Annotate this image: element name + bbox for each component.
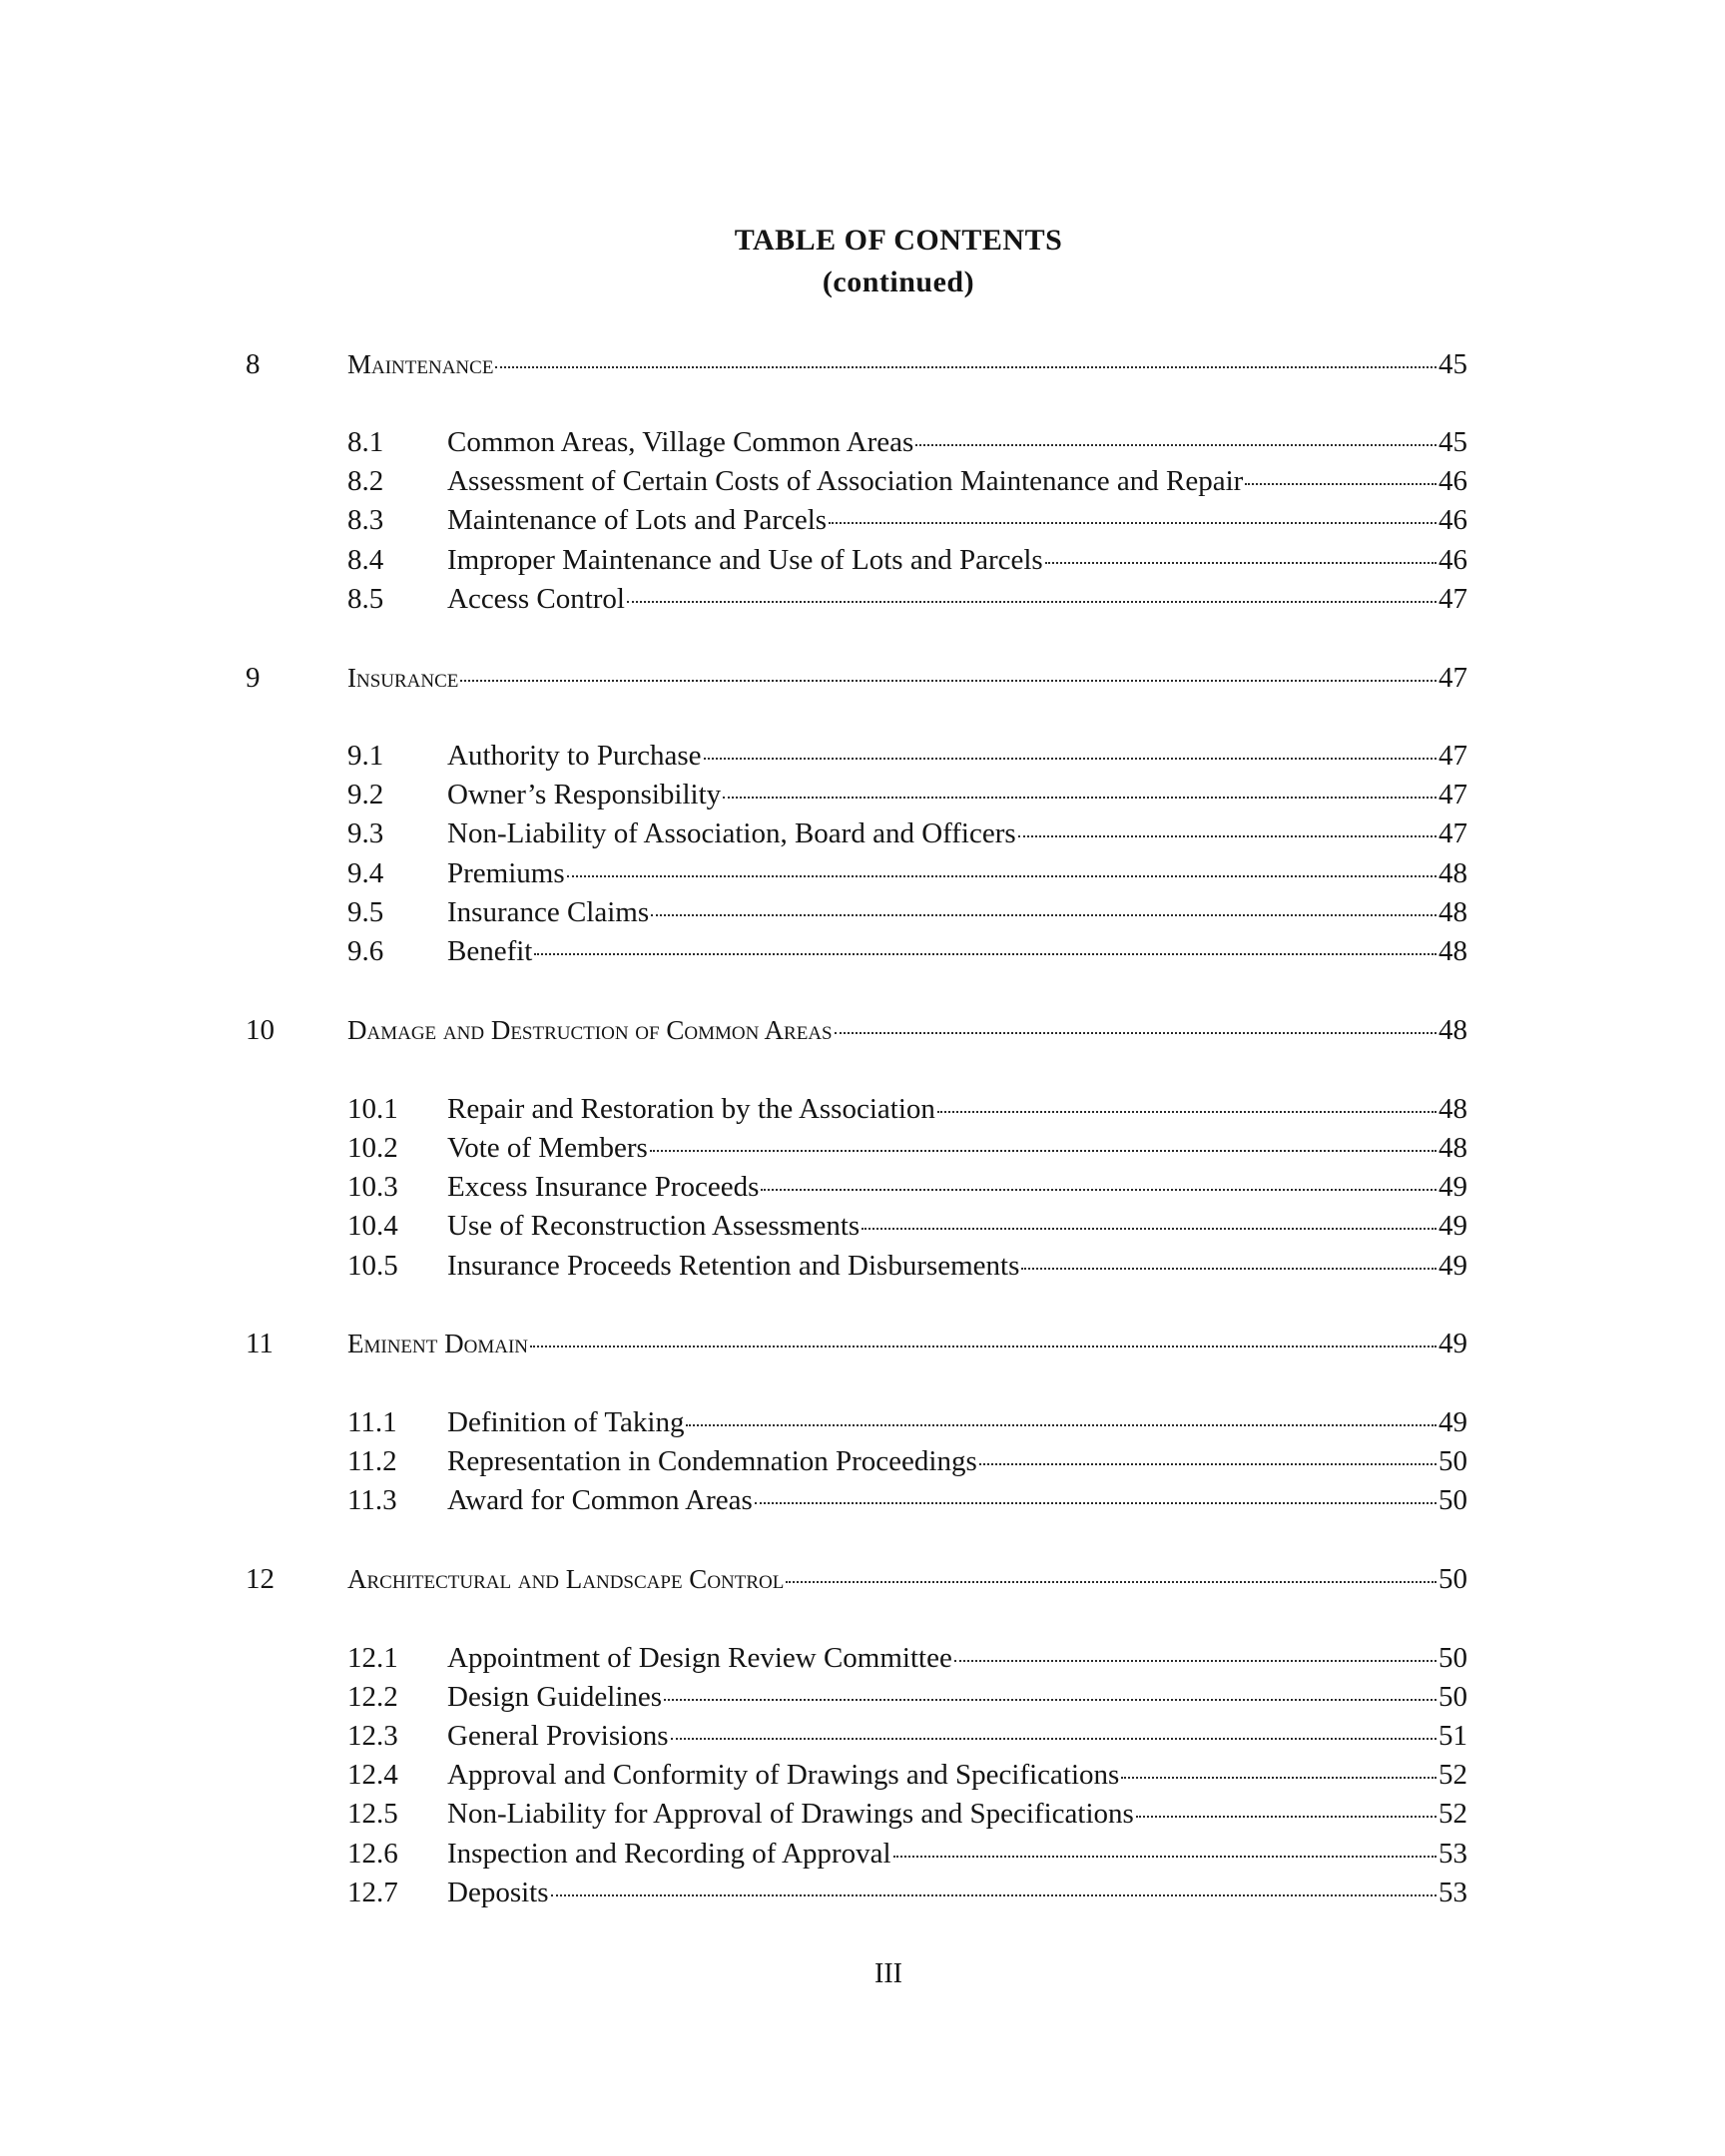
section-number: 10.4 xyxy=(347,1210,398,1242)
toc-section-8-3 xyxy=(0,500,1725,540)
page-number: 49 xyxy=(1438,1210,1467,1242)
section-title: Repair and Restoration by the Association xyxy=(447,1093,935,1125)
section-entry xyxy=(447,1873,1467,1912)
page-number: 50 xyxy=(1438,1445,1467,1477)
page-number: 46 xyxy=(1438,465,1467,497)
toc-section-12-1 xyxy=(0,1638,1725,1678)
dot-leader xyxy=(567,875,1437,877)
toc-chapter-8 xyxy=(0,344,1725,384)
dot-leader xyxy=(979,1463,1437,1465)
toc-section-12-5 xyxy=(0,1794,1725,1834)
section-entry xyxy=(447,813,1467,853)
toc-section-10-5 xyxy=(0,1246,1725,1286)
section-entry xyxy=(447,1755,1467,1795)
section-number: 12.7 xyxy=(347,1877,398,1908)
chapter-entry xyxy=(347,1010,1467,1050)
toc-chapter-12 xyxy=(0,1559,1725,1599)
section-title: Non-Liability of Association, Board and Officers xyxy=(447,817,1016,849)
page-number: 51 xyxy=(1438,1720,1467,1752)
chapter-number: 11 xyxy=(246,1328,274,1359)
toc-section-11-1 xyxy=(0,1402,1725,1442)
section-number: 10.3 xyxy=(347,1171,398,1203)
section-number: 8.4 xyxy=(347,544,384,576)
dot-leader xyxy=(1021,1268,1437,1270)
dot-leader xyxy=(664,1699,1437,1701)
dot-leader xyxy=(829,522,1437,524)
chapter-number: 12 xyxy=(246,1563,275,1595)
section-title: Assessment of Certain Costs of Association Maintenance and Repair xyxy=(447,465,1244,497)
toc-section-8-1 xyxy=(0,422,1725,462)
section-number: 8.5 xyxy=(347,583,384,615)
chapter-title: Maintenance xyxy=(347,349,494,379)
section-entry xyxy=(447,1794,1467,1834)
section-number: 8.1 xyxy=(347,426,384,458)
dot-leader xyxy=(1018,835,1437,837)
dot-leader xyxy=(671,1738,1438,1740)
dot-leader xyxy=(650,1150,1437,1152)
dot-leader xyxy=(893,1856,1437,1858)
page-number: 53 xyxy=(1438,1838,1467,1870)
toc-section-11-2 xyxy=(0,1441,1725,1481)
section-number: 11.3 xyxy=(347,1484,397,1516)
page-number: 50 xyxy=(1438,1563,1467,1595)
chapter-entry xyxy=(347,1324,1467,1363)
toc-section-12-6 xyxy=(0,1834,1725,1874)
page-number: 46 xyxy=(1438,544,1467,576)
chapter-entry xyxy=(347,658,1467,698)
section-title: Insurance Claims xyxy=(447,896,650,928)
dot-leader xyxy=(460,680,1437,682)
dot-leader xyxy=(1245,483,1437,485)
section-entry xyxy=(447,461,1467,501)
toc-section-10-2 xyxy=(0,1128,1725,1168)
section-number: 12.3 xyxy=(347,1720,398,1752)
page-number: 48 xyxy=(1438,857,1467,889)
section-entry xyxy=(447,540,1467,580)
dot-leader xyxy=(915,444,1437,446)
section-number: 12.1 xyxy=(347,1642,398,1674)
section-number: 12.4 xyxy=(347,1759,398,1791)
dot-leader xyxy=(551,1894,1438,1896)
section-number: 8.3 xyxy=(347,504,384,536)
section-number: 9.5 xyxy=(347,896,384,928)
section-entry xyxy=(447,1716,1467,1756)
chapter-title: Eminent Domain xyxy=(347,1329,529,1358)
dot-leader xyxy=(495,366,1437,368)
toc-section-10-1 xyxy=(0,1089,1725,1129)
page-number: 49 xyxy=(1438,1406,1467,1438)
section-entry xyxy=(447,1089,1467,1129)
toc-title: TABLE OF CONTENTS xyxy=(734,224,1063,257)
section-number: 12.6 xyxy=(347,1838,398,1870)
section-title: Maintenance of Lots and Parcels xyxy=(447,504,828,536)
dot-leader xyxy=(755,1502,1437,1504)
section-title: Award for Common Areas xyxy=(447,1484,753,1516)
section-title: Authority to Purchase xyxy=(447,740,702,772)
toc-chapter-10 xyxy=(0,1010,1725,1050)
page-number: 50 xyxy=(1438,1642,1467,1674)
page-number: 48 xyxy=(1438,896,1467,928)
section-number: 11.1 xyxy=(347,1406,397,1438)
section-number: 9.1 xyxy=(347,740,384,772)
section-number: 10.5 xyxy=(347,1250,398,1282)
toc-chapter-9 xyxy=(0,658,1725,698)
section-title: Use of Reconstruction Assessments xyxy=(447,1210,861,1242)
page-number: 47 xyxy=(1438,662,1467,694)
section-entry xyxy=(447,1128,1467,1168)
page-number: 49 xyxy=(1438,1328,1467,1359)
page-number: 52 xyxy=(1438,1759,1467,1791)
page-number: 48 xyxy=(1438,1132,1467,1164)
section-entry xyxy=(447,1441,1467,1481)
section-entry xyxy=(447,1246,1467,1286)
section-entry xyxy=(447,500,1467,540)
section-entry xyxy=(447,853,1467,893)
chapter-entry xyxy=(347,1559,1467,1599)
section-entry xyxy=(447,1480,1467,1520)
toc-section-9-6 xyxy=(0,931,1725,971)
dot-leader xyxy=(530,1346,1437,1348)
dot-leader xyxy=(723,797,1437,799)
toc-section-9-1 xyxy=(0,736,1725,776)
toc-section-10-3 xyxy=(0,1167,1725,1207)
toc-section-12-7 xyxy=(0,1873,1725,1912)
chapter-number: 9 xyxy=(246,662,261,694)
toc-section-11-3 xyxy=(0,1480,1725,1520)
dot-leader xyxy=(761,1189,1437,1191)
toc-section-12-4 xyxy=(0,1755,1725,1795)
page-number: 53 xyxy=(1438,1877,1467,1908)
page-number: 50 xyxy=(1438,1681,1467,1713)
page-number: 47 xyxy=(1438,583,1467,615)
toc-chapter-11 xyxy=(0,1324,1725,1363)
section-title: Appointment of Design Review Committee xyxy=(447,1642,952,1674)
section-title: Approval and Conformity of Drawings and Specifications xyxy=(447,1759,1120,1791)
section-title: Common Areas, Village Common Areas xyxy=(447,426,914,458)
dot-leader xyxy=(786,1581,1437,1583)
dot-leader xyxy=(937,1111,1437,1113)
dot-leader xyxy=(704,758,1437,760)
section-entry xyxy=(447,736,1467,776)
page-number: 49 xyxy=(1438,1250,1467,1282)
dot-leader xyxy=(835,1032,1437,1034)
toc-subtitle: (continued) xyxy=(822,266,975,298)
page-number: 50 xyxy=(1438,1484,1467,1516)
section-title: Excess Insurance Proceeds xyxy=(447,1171,760,1203)
section-entry xyxy=(447,931,1467,971)
section-entry xyxy=(447,892,1467,932)
toc-section-12-3 xyxy=(0,1716,1725,1756)
section-number: 12.2 xyxy=(347,1681,398,1713)
toc-section-9-5 xyxy=(0,892,1725,932)
section-entry xyxy=(447,1206,1467,1246)
chapter-number: 10 xyxy=(246,1014,275,1046)
toc-section-10-4 xyxy=(0,1206,1725,1246)
dot-leader xyxy=(534,953,1437,955)
section-title: Access Control xyxy=(447,583,625,615)
page-number: 48 xyxy=(1438,935,1467,967)
section-entry xyxy=(447,775,1467,814)
section-title: Deposits xyxy=(447,1877,549,1908)
toc-section-9-4 xyxy=(0,853,1725,893)
section-entry xyxy=(447,579,1467,619)
section-number: 9.4 xyxy=(347,857,384,889)
section-entry xyxy=(447,422,1467,462)
section-number: 11.2 xyxy=(347,1445,397,1477)
page-number: 47 xyxy=(1438,779,1467,810)
section-title: Inspection and Recording of Approval xyxy=(447,1838,891,1870)
toc-section-8-4 xyxy=(0,540,1725,580)
dot-leader xyxy=(1121,1777,1437,1779)
section-title: Vote of Members xyxy=(447,1132,648,1164)
section-entry xyxy=(447,1834,1467,1874)
dot-leader xyxy=(686,1424,1437,1426)
section-entry xyxy=(447,1638,1467,1678)
dot-leader xyxy=(954,1660,1437,1662)
section-number: 10.2 xyxy=(347,1132,398,1164)
section-title: Non-Liability for Approval of Drawings and Specifications xyxy=(447,1798,1134,1830)
dot-leader xyxy=(651,914,1437,916)
dot-leader xyxy=(1136,1816,1437,1818)
dot-leader xyxy=(862,1228,1437,1230)
dot-leader xyxy=(627,601,1437,603)
section-number: 9.3 xyxy=(347,817,384,849)
page-number: 48 xyxy=(1438,1093,1467,1125)
toc-section-9-2 xyxy=(0,775,1725,814)
dot-leader xyxy=(1045,562,1437,564)
section-title: Owner’s Responsibility xyxy=(447,779,722,810)
section-entry xyxy=(447,1167,1467,1207)
chapter-entry xyxy=(347,344,1467,384)
section-entry xyxy=(447,1677,1467,1717)
section-title: Representation in Condemnation Proceedings xyxy=(447,1445,977,1477)
chapter-title: Damage and Destruction of Common Areas xyxy=(347,1015,833,1045)
page-number: 47 xyxy=(1438,817,1467,849)
chapter-number: 8 xyxy=(246,348,261,380)
page-number: 45 xyxy=(1438,348,1467,380)
section-number: 10.1 xyxy=(347,1093,398,1125)
section-number: 12.5 xyxy=(347,1798,398,1830)
chapter-title: Insurance xyxy=(347,663,459,693)
section-title: General Provisions xyxy=(447,1720,669,1752)
section-number: 9.2 xyxy=(347,779,384,810)
page-number: 45 xyxy=(1438,426,1467,458)
page-number: 48 xyxy=(1438,1014,1467,1046)
section-title: Premiums xyxy=(447,857,565,889)
section-title: Insurance Proceeds Retention and Disbursements xyxy=(447,1250,1020,1282)
section-title: Design Guidelines xyxy=(447,1681,663,1713)
toc-section-8-5 xyxy=(0,579,1725,619)
footer-page-number: III xyxy=(874,1958,902,1989)
page-number: 46 xyxy=(1438,504,1467,536)
page-number: 52 xyxy=(1438,1798,1467,1830)
chapter-title: Architectural and Landscape Control xyxy=(347,1564,785,1594)
page-number: 47 xyxy=(1438,740,1467,772)
toc-section-12-2 xyxy=(0,1677,1725,1717)
section-number: 8.2 xyxy=(347,465,384,497)
toc-section-8-2 xyxy=(0,461,1725,501)
section-title: Definition of Taking xyxy=(447,1406,685,1438)
toc-section-9-3 xyxy=(0,813,1725,853)
section-number: 9.6 xyxy=(347,935,384,967)
section-title: Improper Maintenance and Use of Lots and Parcels xyxy=(447,544,1043,576)
section-title: Benefit xyxy=(447,935,533,967)
page-number: 49 xyxy=(1438,1171,1467,1203)
section-entry xyxy=(447,1402,1467,1442)
